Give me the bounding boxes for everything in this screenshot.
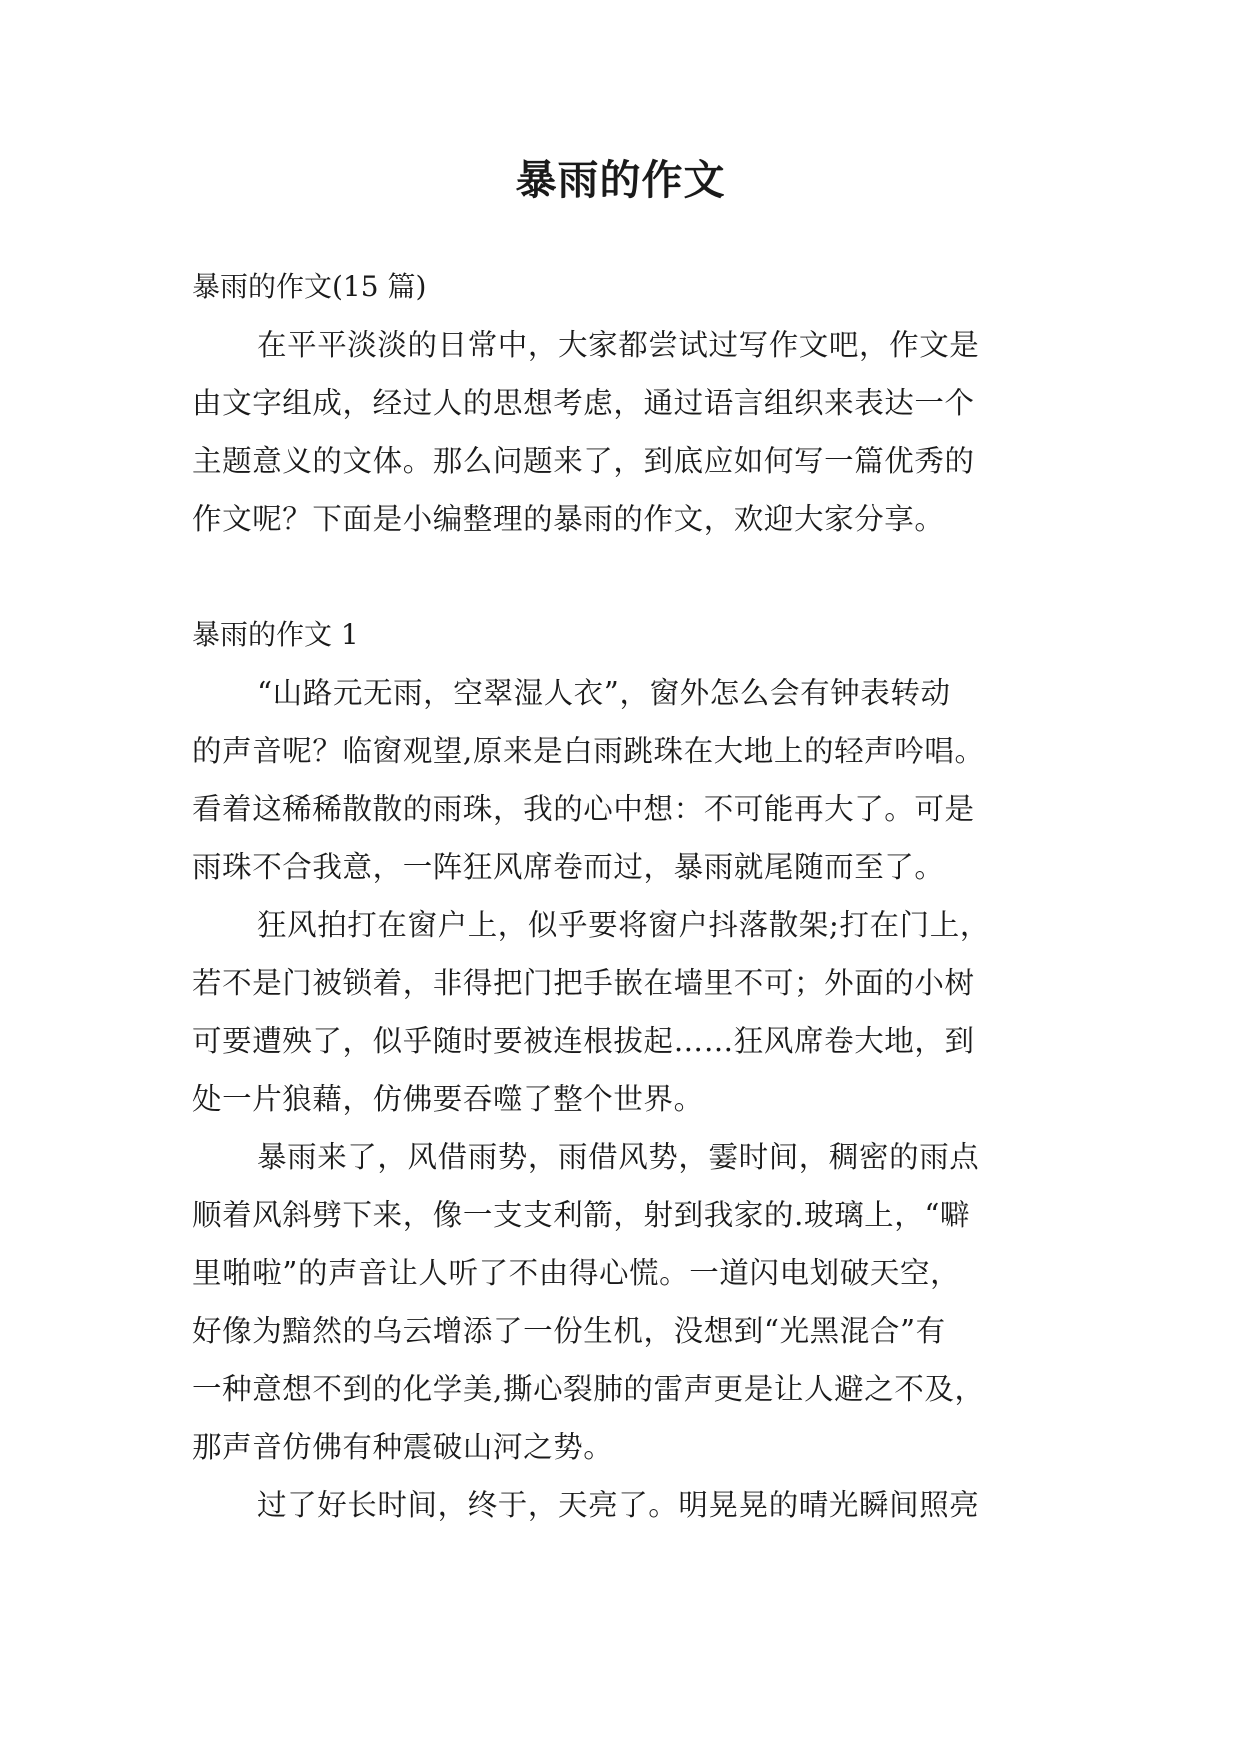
section-heading: 暴雨的作文 1 [192, 618, 359, 651]
section-spacer [192, 548, 1054, 606]
paragraph-line: 过了好长时间，终于，天亮了。明晃晃的晴光瞬间照亮 [257, 1488, 980, 1522]
paragraph-line: 一种意想不到的化学美,撕心裂肺的雷声更是让人避之不及， [192, 1372, 985, 1406]
paragraph-line: 雨珠不合我意，一阵狂风席卷而过，暴雨就尾随而至了。 [192, 850, 945, 884]
paragraph-line: 在平平淡淡的日常中，大家都尝试过写作文吧，作文是 [257, 328, 980, 362]
paragraph-line: 处一片狼藉，仿佛要吞噬了整个世界。 [192, 1082, 704, 1116]
paragraph-line: 若不是门被锁着，非得把门把手嵌在墙里不可；外面的小树 [192, 966, 975, 1000]
paragraph-line: 里啪啦”的声音让人听了不由得心慌。一道闪电划破天空， [192, 1256, 961, 1290]
essay-paragraph-1 [192, 664, 1054, 896]
paragraph-line: 可要遭殃了，似乎随时要被连根拔起……狂风席卷大地，到 [192, 1024, 975, 1058]
essay-paragraph-4 [192, 1476, 1054, 1534]
paragraph-line: 的声音呢？临窗观望,原来是白雨跳珠在大地上的轻声吟唱。 [192, 734, 985, 768]
paragraph-line: 那声音仿佛有种震破山河之势。 [192, 1430, 614, 1464]
paragraph-line: 暴雨来了，风借雨势，雨借风势，霎时间，稠密的雨点 [257, 1140, 980, 1174]
paragraph-line: 看着这稀稀散散的雨珠，我的心中想：不可能再大了。可是 [192, 792, 975, 826]
paragraph-line: 由文字组成，经过人的思想考虑，通过语言组织来表达一个 [192, 386, 975, 420]
intro-heading: 暴雨的作文(15 篇) [192, 270, 427, 303]
paragraph-line: 好像为黯然的乌云增添了一份生机，没想到“光黑混合”有 [192, 1314, 946, 1348]
paragraph-line: 作文呢？下面是小编整理的暴雨的作文，欢迎大家分享。 [192, 502, 945, 536]
intro-paragraph [192, 316, 1054, 548]
paragraph-line: 顺着风斜劈下来，像一支支利箭，射到我家的.玻璃上，“噼 [192, 1198, 971, 1232]
document-body [192, 258, 1054, 1534]
document-title: 暴雨的作文 [515, 156, 726, 204]
essay-paragraph-2 [192, 896, 1054, 1128]
paragraph-line: 主题意义的文体。那么问题来了，到底应如何写一篇优秀的 [192, 444, 975, 478]
paragraph-line: “山路元无雨，空翠湿人衣”，窗外怎么会有钟表转动 [257, 676, 951, 710]
paragraph-line: 狂风拍打在窗户上，似乎要将窗户抖落散架;打在门上， [257, 908, 990, 942]
essay-paragraph-3 [192, 1128, 1054, 1476]
